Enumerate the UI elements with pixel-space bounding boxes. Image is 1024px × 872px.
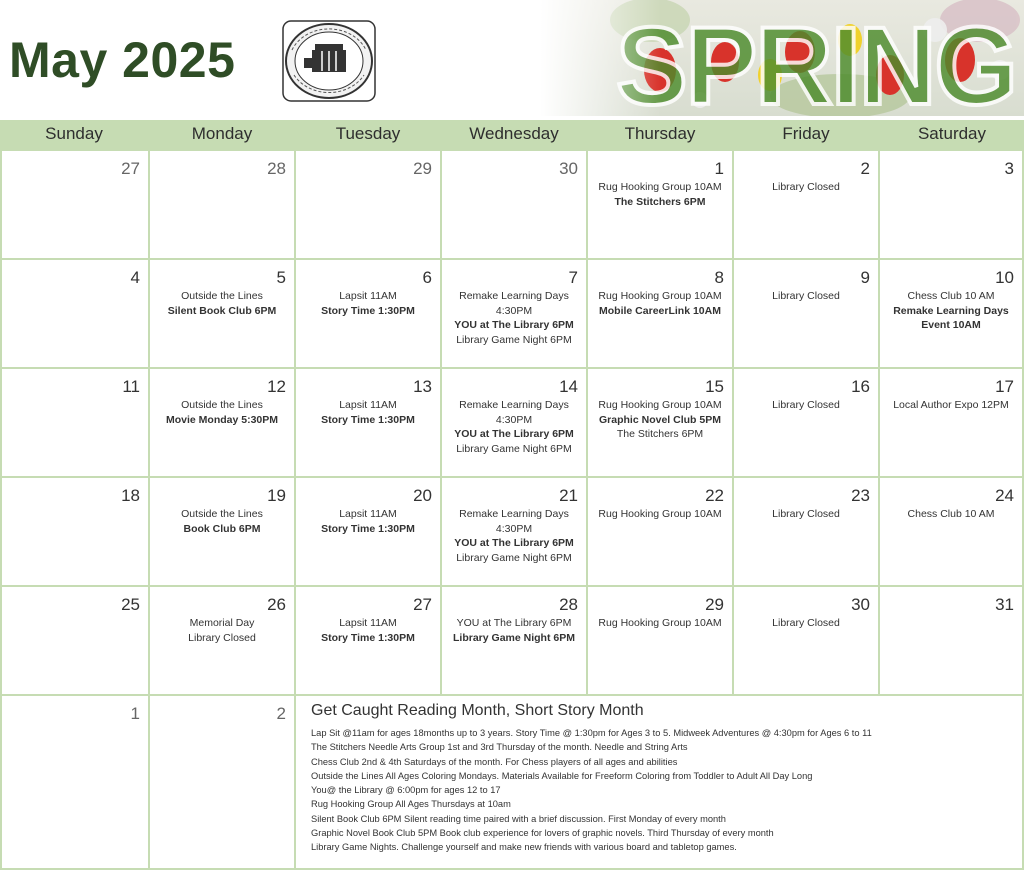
- event-list: [150, 616, 294, 645]
- event-list: [150, 398, 294, 427]
- day-cell: [880, 151, 1022, 258]
- program-note: The Stitchers Needle Arts Group 1st and 3rd Thursday of the month. Needle and String Arts: [311, 742, 688, 753]
- day-cell: [296, 151, 440, 258]
- event-item: Story Time 1:30PM: [321, 413, 415, 426]
- day-cell: [150, 260, 294, 367]
- day-number: 1: [714, 159, 724, 178]
- day-number: 5: [276, 268, 286, 287]
- event-list: [734, 398, 878, 413]
- event-item: Library Closed: [188, 631, 256, 644]
- day-cell: [2, 478, 148, 585]
- event-item: Lapsit 11AM: [339, 290, 397, 302]
- event-item: Library Closed: [772, 181, 840, 193]
- event-item: Library Closed: [772, 617, 840, 629]
- event-item: Lapsit 11AM: [339, 508, 397, 520]
- day-number: 31: [995, 595, 1014, 614]
- day-cell: [296, 260, 440, 367]
- day-number: 23: [851, 486, 870, 505]
- event-item: Mobile CareerLink 10AM: [599, 304, 721, 317]
- event-item: 4:30PM: [495, 522, 533, 535]
- program-note: You@ the Library @ 6:00pm for ages 12 to 17: [311, 785, 501, 796]
- event-item: Remake Learning Days: [459, 290, 569, 302]
- day-number: 11: [122, 377, 140, 396]
- event-item: Local Author Expo 12PM: [893, 399, 1009, 411]
- event-item: Outside the Lines: [181, 508, 263, 520]
- event-list: [296, 507, 440, 536]
- day-number: 16: [851, 377, 870, 396]
- day-number: 29: [413, 159, 432, 178]
- day-cell: [296, 587, 440, 694]
- day-number: 20: [413, 486, 432, 505]
- day-number: 1: [130, 704, 140, 723]
- event-list: [734, 616, 878, 631]
- day-cell: [588, 260, 732, 367]
- day-cell: [734, 587, 878, 694]
- day-number: 9: [860, 268, 870, 287]
- event-item: Library Game Night 6PM: [453, 631, 575, 644]
- program-note: Lap Sit @11am for ages 18months up to 3 years. Story Time @ 1:30pm for Ages 3 to 5. Midweek Adventures @ 4:30pm for Ages 6 to 11: [311, 728, 872, 738]
- day-number: 12: [267, 377, 286, 396]
- day-cell: [734, 478, 878, 585]
- event-item: Lapsit 11AM: [339, 399, 397, 411]
- weekday-header-tuesday: Tuesday: [296, 120, 440, 149]
- event-item: Story Time 1:30PM: [321, 631, 415, 644]
- event-list: [880, 398, 1022, 413]
- day-number: 28: [559, 595, 578, 614]
- event-item: YOU at The Library 6PM: [454, 428, 574, 441]
- event-item: YOU at The Library 6PM: [454, 319, 574, 332]
- day-number: 24: [995, 486, 1014, 505]
- event-item: Outside the Lines: [181, 399, 263, 411]
- event-item: 4:30PM: [495, 413, 533, 426]
- day-number: 15: [705, 377, 724, 396]
- day-number: 30: [559, 159, 578, 178]
- event-item: Rug Hooking Group 10AM: [598, 399, 722, 411]
- day-number: 3: [1004, 159, 1014, 178]
- event-list: [734, 289, 878, 304]
- day-number: 25: [121, 595, 140, 614]
- weekday-header-sunday: Sunday: [0, 120, 148, 149]
- event-item: Library Game Night 6PM: [456, 551, 572, 564]
- event-item: Library Closed: [772, 508, 840, 520]
- day-number: 2: [276, 704, 286, 723]
- event-list: [588, 507, 732, 522]
- day-number: 13: [413, 377, 432, 396]
- day-number: 8: [714, 268, 724, 287]
- program-notes: [311, 726, 872, 855]
- event-item: Remake Learning Days: [893, 304, 1009, 317]
- event-list: [588, 616, 732, 631]
- event-item: The Stitchers 6PM: [616, 428, 704, 441]
- day-cell: [150, 587, 294, 694]
- day-number: 14: [559, 377, 578, 396]
- event-item: Chess Club 10 AM: [907, 290, 995, 302]
- event-item: The Stitchers 6PM: [614, 195, 706, 208]
- day-cell: [442, 260, 586, 367]
- event-list: [880, 289, 1022, 333]
- event-item: YOU at The Library 6PM: [454, 537, 574, 550]
- event-list: [442, 398, 586, 456]
- weekday-header-thursday: Thursday: [588, 120, 732, 149]
- day-number: 17: [995, 377, 1014, 396]
- event-item: 4:30PM: [495, 304, 533, 317]
- event-item: Library Game Night 6PM: [456, 442, 572, 455]
- event-item: Rug Hooking Group 10AM: [598, 181, 722, 193]
- event-list: [734, 507, 878, 522]
- event-list: [296, 398, 440, 427]
- weekday-header-saturday: Saturday: [880, 120, 1024, 149]
- day-cell: [150, 151, 294, 258]
- event-item: YOU at The Library 6PM: [456, 617, 572, 629]
- day-number: 29: [705, 595, 724, 614]
- day-number: 22: [705, 486, 724, 505]
- day-cell: [442, 151, 586, 258]
- event-list: [296, 616, 440, 645]
- day-number: 4: [130, 268, 140, 287]
- day-cell: [588, 587, 732, 694]
- day-number: 2: [860, 159, 870, 178]
- day-cell: [2, 369, 148, 476]
- day-number: 28: [267, 159, 286, 178]
- event-item: Chess Club 10 AM: [907, 508, 995, 520]
- day-number: 10: [995, 268, 1014, 287]
- event-item: Library Closed: [772, 290, 840, 302]
- day-cell: [442, 478, 586, 585]
- day-cell: [2, 587, 148, 694]
- event-item: Remake Learning Days: [459, 508, 569, 520]
- program-note: Chess Club 2nd & 4th Saturdays of the month. For Chess players of all ages and abilities: [311, 756, 678, 767]
- event-item: Library Closed: [772, 399, 840, 411]
- event-item: Library Game Night 6PM: [456, 333, 572, 346]
- event-item: Rug Hooking Group 10AM: [598, 617, 722, 629]
- day-number: 27: [121, 159, 140, 178]
- event-item: Story Time 1:30PM: [321, 522, 415, 535]
- event-list: [880, 507, 1022, 522]
- event-item: Remake Learning Days: [459, 399, 569, 411]
- day-number: 21: [559, 486, 578, 505]
- event-item: Book Club 6PM: [183, 522, 261, 535]
- day-cell: [150, 696, 294, 868]
- day-cell: [588, 478, 732, 585]
- event-item: Movie Monday 5:30PM: [165, 413, 279, 426]
- day-cell: [442, 587, 586, 694]
- day-cell: [880, 587, 1022, 694]
- event-list: [442, 616, 586, 645]
- event-item: Silent Book Club 6PM: [167, 304, 277, 317]
- day-cell: [150, 369, 294, 476]
- event-list: [150, 289, 294, 318]
- event-item: Lapsit 11AM: [339, 617, 397, 629]
- event-list: [442, 289, 586, 347]
- event-list: [588, 180, 732, 209]
- day-number: 26: [267, 595, 286, 614]
- day-cell: [150, 478, 294, 585]
- library-seal-logo: [282, 20, 376, 102]
- day-cell: [588, 369, 732, 476]
- day-number: 18: [121, 486, 140, 505]
- day-cell: [734, 151, 878, 258]
- page-title: May 2025: [9, 32, 236, 88]
- program-note: Outside the Lines All Ages Coloring Mondays. Materials Available for Freeform Coloring from Toddler to Adult All Day Long: [311, 770, 813, 781]
- day-cell: [588, 151, 732, 258]
- event-item: Rug Hooking Group 10AM: [598, 290, 722, 302]
- weekday-header-monday: Monday: [150, 120, 294, 149]
- day-number: 6: [422, 268, 432, 287]
- event-item: Story Time 1:30PM: [321, 304, 415, 317]
- day-cell: [880, 260, 1022, 367]
- day-cell: [880, 369, 1022, 476]
- notes-title: Get Caught Reading Month, Short Story Month: [311, 702, 644, 719]
- event-list: [588, 398, 732, 442]
- event-list: [442, 507, 586, 565]
- event-item: Rug Hooking Group 10AM: [598, 508, 722, 520]
- program-note: Graphic Novel Book Club 5PM Book club experience for lovers of graphic novels. Third Thursday of every month: [311, 828, 774, 839]
- program-note: Silent Book Club 6PM Silent reading time paired with a brief discussion. First Monday of every month: [311, 813, 726, 824]
- program-note: Rug Hooking Group All Ages Thursdays at 10am: [311, 799, 511, 810]
- day-cell: [734, 369, 878, 476]
- day-cell: [2, 696, 148, 868]
- day-number: 27: [413, 595, 432, 614]
- event-list: [588, 289, 732, 318]
- program-note: Library Game Nights. Challenge yourself and make new friends with various board and tabletop games.: [311, 842, 737, 853]
- weekday-header-friday: Friday: [734, 120, 878, 149]
- event-item: Graphic Novel Club 5PM: [599, 413, 721, 426]
- day-cell: [442, 369, 586, 476]
- day-cell: [2, 260, 148, 367]
- day-cell: [296, 369, 440, 476]
- event-item: Memorial Day: [189, 617, 255, 629]
- day-cell: [734, 260, 878, 367]
- day-cell: [880, 478, 1022, 585]
- day-cell: [296, 478, 440, 585]
- day-cell: [2, 151, 148, 258]
- day-number: 30: [851, 595, 870, 614]
- event-list: [734, 180, 878, 195]
- event-item: Outside the Lines: [181, 290, 263, 302]
- event-item: Event 10AM: [921, 319, 981, 332]
- event-list: [296, 289, 440, 318]
- event-list: [150, 507, 294, 536]
- day-number: 19: [267, 486, 286, 505]
- weekday-header-wednesday: Wednesday: [442, 120, 586, 149]
- day-number: 7: [568, 268, 578, 287]
- spring-banner: [540, 0, 1024, 116]
